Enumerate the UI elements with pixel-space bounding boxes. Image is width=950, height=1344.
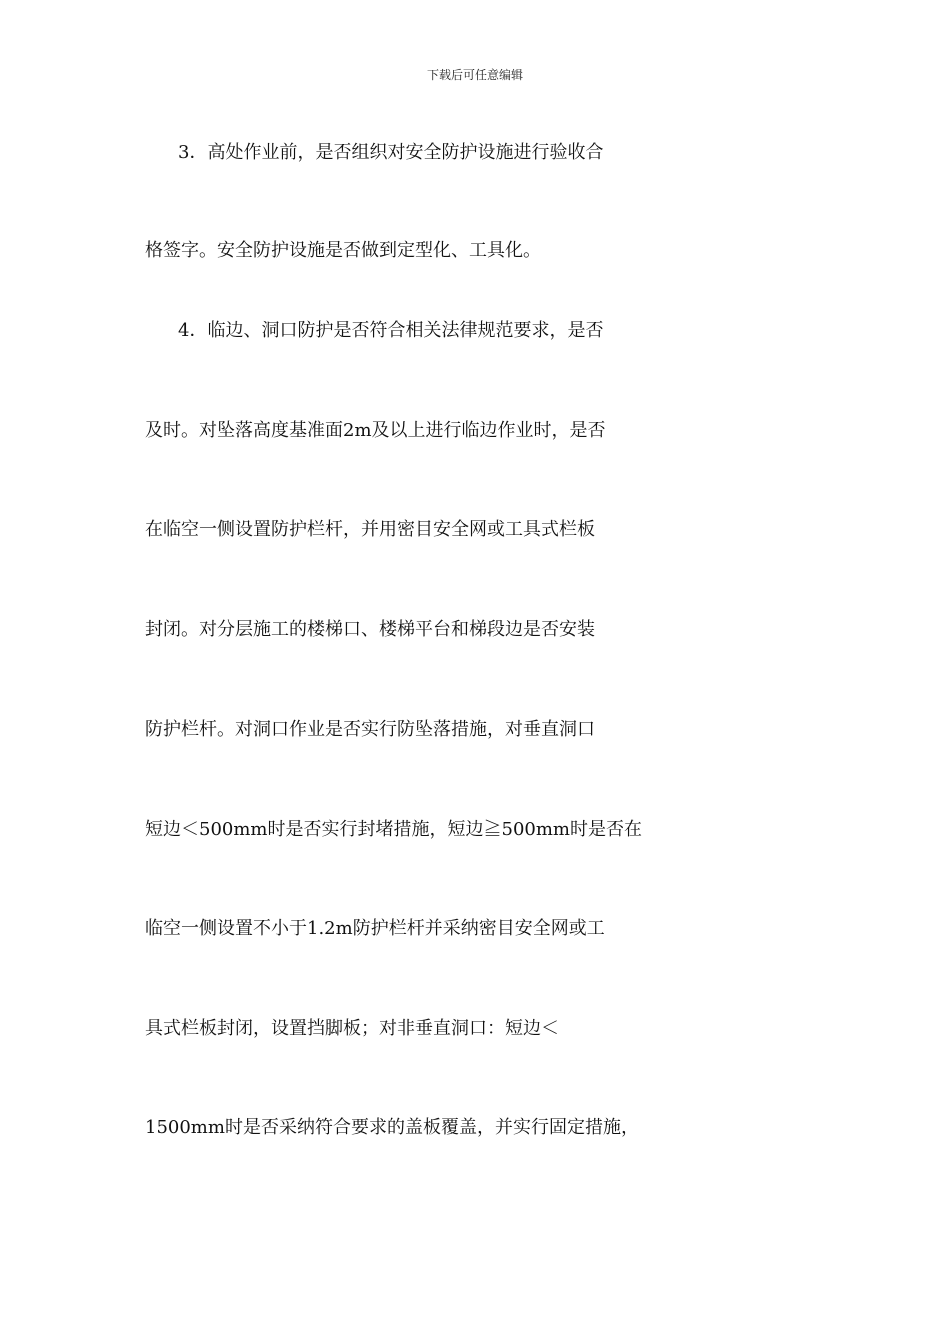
text-line: 具式栏板封闭，设置挡脚板；对非垂直洞口：短边＜ [145,1018,559,1039]
text-line: 1500mm时是否采纳符合要求的盖板覆盖，并实行固定措施， [145,1117,639,1138]
text-line: 在临空一侧设置防护栏杆，并用密目安全网或工具式栏板 [145,519,595,540]
text-line: 4．临边、洞口防护是否符合相关法律规范要求，是否 [178,320,604,341]
text-line: 封闭。对分层施工的楼梯口、楼梯平台和梯段边是否安装 [145,619,595,640]
text-line: 短边＜500mm时是否实行封堵措施，短边≧500mm时是否在 [145,819,642,840]
text-line: 3．高处作业前，是否组织对安全防护设施进行验收合 [178,142,604,163]
page-header: 下载后可任意编辑 [426,68,523,82]
text-line: 临空一侧设置不小于1.2m防护栏杆并采纳密目安全网或工 [145,918,605,939]
text-line: 防护栏杆。对洞口作业是否实行防坠落措施，对垂直洞口 [145,719,595,740]
text-line: 及时。对坠落高度基准面2m及以上进行临边作业时，是否 [145,420,606,441]
text-line: 格签字。安全防护设施是否做到定型化、工具化。 [145,240,541,261]
